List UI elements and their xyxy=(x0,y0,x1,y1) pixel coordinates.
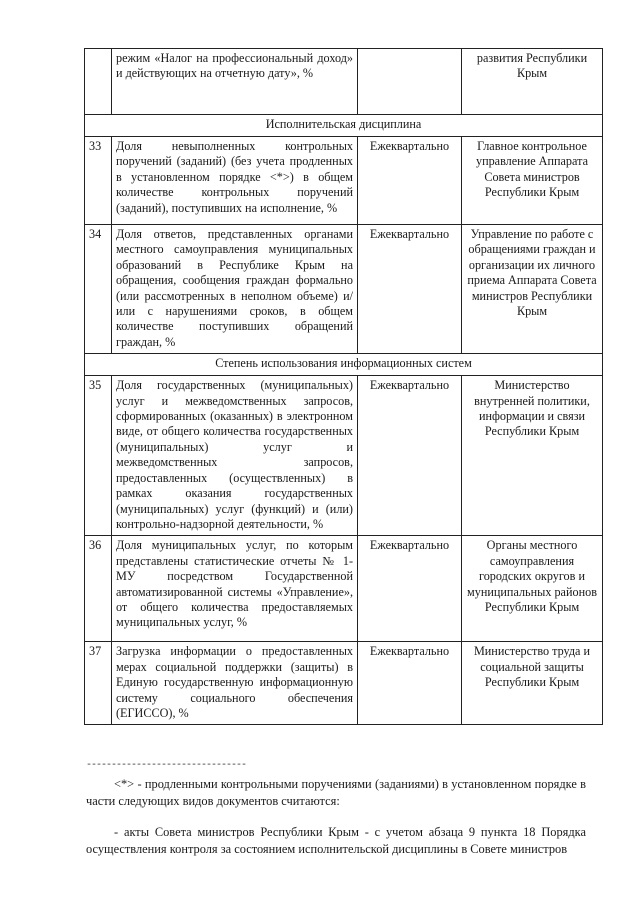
row-number: 34 xyxy=(85,225,112,354)
section-heading-info-systems: Степень использования информационных систем xyxy=(85,354,603,376)
section-row-execution xyxy=(85,115,603,137)
table-row-continued xyxy=(85,49,603,115)
table-row xyxy=(85,376,603,536)
periodicity-cell: Ежеквартально xyxy=(358,225,462,354)
indicator-cell: Доля ответов, представленных органами местного самоуправления муниципальных образований в Республике Крым на обращения, сообщения граждан формально (или рассмотренных в неполном объеме) и/или с нарушениями сроков, в общем количестве поступивших обращений граждан, % xyxy=(112,225,358,354)
document-page: режим «Налог на профессиональный доход» и действующих на отчетную дату», % развития Республики Крым Исполнительская дисциплина 33 Доля невыполненных контрольных поручений (заданий) (без учета продленных в установленном порядке <*>) в общем количестве контрольных поручений (заданий), поступивших на исполнение, % Ежеквартально Главное контрольное управление Аппарата Совета министров Республики Крым 34 Доля ответов, представленных органами местного самоуправления муниципальных образований в Республике Крым на обращения, сообщения граждан формально (или рассмотренных в неполном объеме) и/или с нарушениями сроков, в общем количестве поступивших обращений граждан, % Ежеквартально Управление по работе с обращениями граждан и организации их личного приема Аппарата Совета министров Республики Крым Степень использования информационных систем 35 Доля государственных (муниципальных) услуг и межведомственных запросов, сформированных (оказанных) в электронном виде, от общего количества государственных (муниципальных) услуг и межведомственных запросов, предоставленных (осуществленных) в рамках оказания государственных (муниципальных) услуг (функций) и (или) контрольно-надзорной деятельности, % Ежеквартально Министерство внутренней политики, информации и связи Республики Крым 36 Доля муниципальных услуг, по которым представлены статистические отчеты № 1-МУ посредством Государственной автоматизированной системы «Управление», от общего количества предоставляемых муниципальных услуг, % Ежеквартально Органы местного самоуправления городских округов и муниципальных районов Республики Крым 37 Загрузка информации о предоставленных мерах социальной поддержки (защиты) в Единую государственную информационную систему социального обеспечения (ЕГИССО), % Ежеквартально Министерство труда и социальной защиты Республики Крым -------------------------------- <*> - продленными контрольными поручениями (заданиями) в установленном порядке в части следующих видов документов считаются: - акты Совета министров Республики Крым - с учетом абзаца 9 пункта 18 Порядка осуществления контроля за состоянием исполнительской дисциплины в Совете министров xyxy=(0,0,640,899)
responsible-cell: Органы местного самоуправления городских округов и муниципальных районов Республики Крым xyxy=(462,536,603,642)
responsible-cell: Главное контрольное управление Аппарата Совета министров Республики Крым xyxy=(462,137,603,225)
row-number: 37 xyxy=(85,642,112,725)
periodicity-cell xyxy=(358,49,462,115)
responsible-cell: Управление по работе с обращениями граждан и организации их личного приема Аппарата Совета министров Республики Крым xyxy=(462,225,603,354)
footnote-item: - акты Совета министров Республики Крым - с учетом абзаца 9 пункта 18 Порядка осуществления контроля за состоянием исполнительской дисциплины в Совете министров xyxy=(86,825,586,856)
indicator-cell: Доля государственных (муниципальных) услуг и межведомственных запросов, сформированных (оказанных) в электронном виде, от общего количества государственных (муниципальных) услуг и межведомственных запросов, предоставленных (осуществленных) в рамках оказания государственных (муниципальных) услуг (функций) и (или) контрольно-надзорной деятельности, % xyxy=(112,376,358,536)
table-row xyxy=(85,137,603,225)
indicator-cell: режим «Налог на профессиональный доход» и действующих на отчетную дату», % xyxy=(112,49,358,115)
periodicity-cell: Ежеквартально xyxy=(358,137,462,225)
footnote-note: <*> - продленными контрольными поручениями (заданиями) в установленном порядке в части следующих видов документов считаются: xyxy=(86,777,586,808)
periodicity-cell: Ежеквартально xyxy=(358,642,462,725)
periodicity-cell: Ежеквартально xyxy=(358,376,462,536)
indicators-table xyxy=(84,48,603,725)
indicator-cell: Доля муниципальных услуг, по которым представлены статистические отчеты № 1-МУ посредством Государственной автоматизированной системы «Управление», от общего количества предоставляемых муниципальных услуг, % xyxy=(112,536,358,642)
indicator-cell: Загрузка информации о предоставленных мерах социальной поддержки (защиты) в Единую государственную информационную систему социального обеспечения (ЕГИССО), % xyxy=(112,642,358,725)
responsible-cell: развития Республики Крым xyxy=(462,49,603,115)
row-number: 36 xyxy=(85,536,112,642)
row-number xyxy=(85,49,112,115)
row-number: 35 xyxy=(85,376,112,536)
table-row xyxy=(85,536,603,642)
table-row xyxy=(85,642,603,725)
periodicity-cell: Ежеквартально xyxy=(358,536,462,642)
section-row-info-systems xyxy=(85,354,603,376)
section-heading-execution: Исполнительская дисциплина xyxy=(85,115,603,137)
responsible-cell: Министерство внутренней политики, информации и связи Республики Крым xyxy=(462,376,603,536)
indicator-cell: Доля невыполненных контрольных поручений (заданий) (без учета продленных в установленном порядке <*>) в общем количестве контрольных поручений (заданий), поступивших на исполнение, % xyxy=(112,137,358,225)
table-row xyxy=(85,225,603,354)
row-number: 33 xyxy=(85,137,112,225)
responsible-cell: Министерство труда и социальной защиты Республики Крым xyxy=(462,642,603,725)
